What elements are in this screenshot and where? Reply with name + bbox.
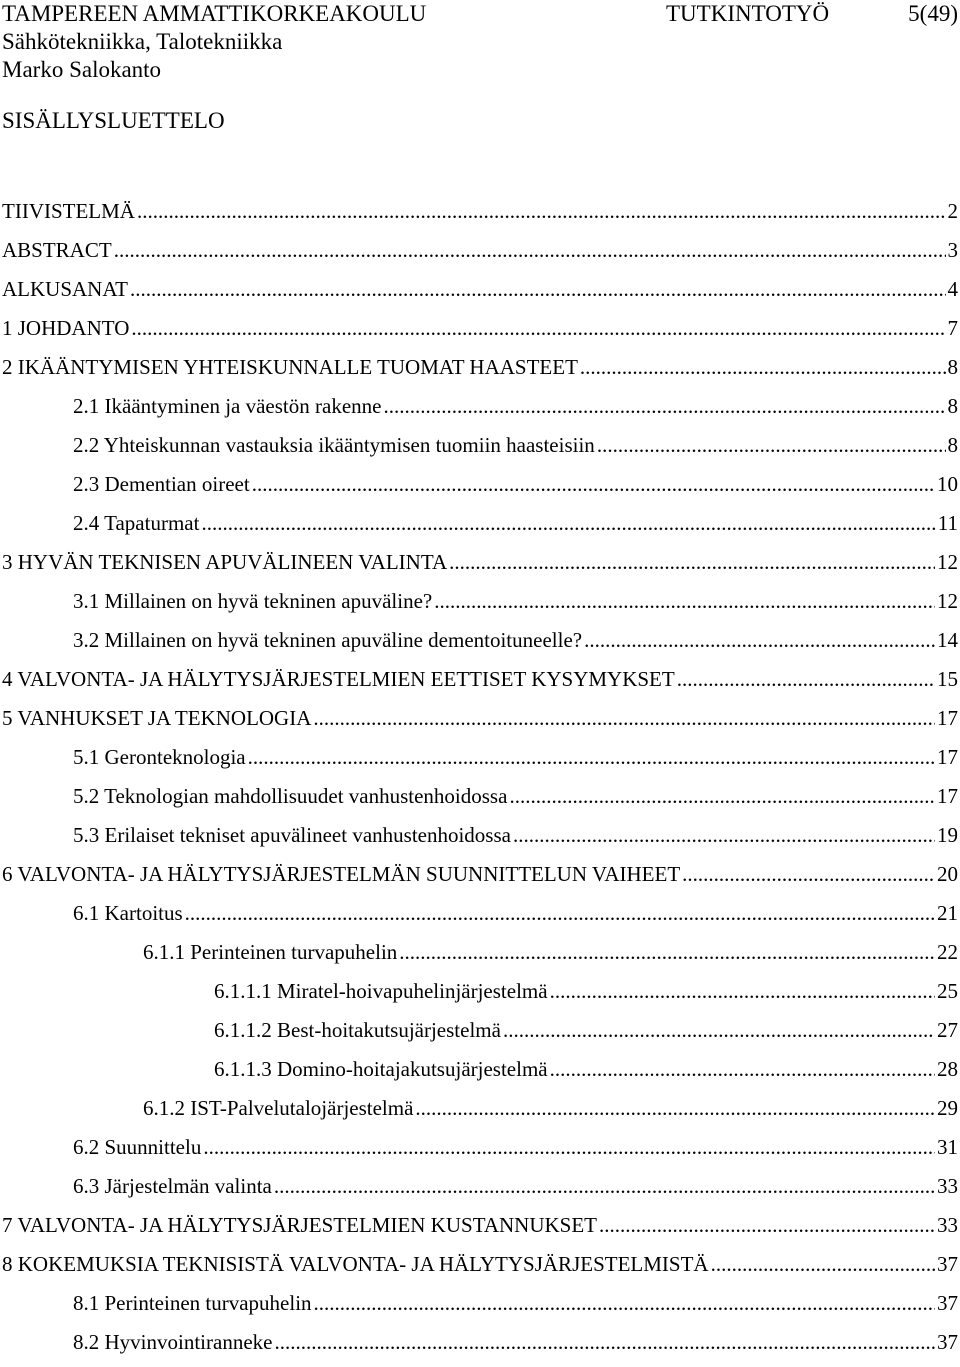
leader-dots <box>248 743 935 771</box>
toc-entry-title: 2.2 Yhteiskunnan vastauksia ikääntymisen tuomiin haasteisiin <box>73 433 595 457</box>
toc-entry-page: 21 <box>937 901 958 925</box>
toc-entry-title: TIIVISTELMÄ <box>2 199 135 223</box>
toc-entry-title: 8.1 Perinteinen turvapuhelin <box>73 1291 312 1315</box>
toc-entry-title: 2.3 Dementian oireet <box>73 472 250 496</box>
toc-entry-title: 6.1.2 IST-Palvelutalojärjestelmä <box>143 1096 414 1120</box>
toc-entry[interactable] <box>2 431 958 470</box>
toc-entry-page: 29 <box>937 1096 958 1120</box>
toc-entry[interactable] <box>2 1289 958 1328</box>
leader-dots <box>449 548 935 576</box>
leader-dots <box>130 275 946 303</box>
toc-entry-title: 5.1 Geronteknologia <box>73 745 246 769</box>
leader-dots <box>550 1055 935 1083</box>
toc-entry-title: 6.1.1.3 Domino-hoitajakutsujärjestelmä <box>214 1057 548 1081</box>
leader-dots <box>274 1172 935 1200</box>
toc-entry[interactable] <box>2 1016 958 1055</box>
toc-entry[interactable] <box>2 821 958 860</box>
toc-entry[interactable] <box>2 587 958 626</box>
toc-entry[interactable] <box>2 470 958 509</box>
leader-dots <box>580 353 946 381</box>
leader-dots <box>677 665 935 693</box>
toc-entry-page: 4 <box>947 277 958 301</box>
toc-entry[interactable] <box>2 977 958 1016</box>
leader-dots <box>509 782 935 810</box>
toc-entry[interactable] <box>2 1133 958 1172</box>
toc-entry[interactable] <box>2 509 958 548</box>
toc-entry[interactable] <box>2 860 958 899</box>
leader-dots <box>711 1250 935 1278</box>
toc-entry[interactable] <box>2 275 958 314</box>
leader-dots <box>503 1016 935 1044</box>
toc-entry-page: 19 <box>937 823 958 847</box>
toc-entry-title: 5 VANHUKSET JA TEKNOLOGIA <box>2 706 312 730</box>
document-type: TUTKINTOTYÖ <box>666 1 830 26</box>
toc-entry-title: 6.1 Kartoitus <box>73 901 183 925</box>
leader-dots <box>252 470 935 498</box>
toc-entry-page: 25 <box>937 979 958 1003</box>
toc-entry[interactable] <box>2 1172 958 1211</box>
toc-entry-page: 33 <box>937 1174 958 1198</box>
toc-entry-title: 3 HYVÄN TEKNISEN APUVÄLINEEN VALINTA <box>2 550 448 574</box>
toc-entry[interactable] <box>2 353 958 392</box>
toc-entry[interactable] <box>2 1094 958 1133</box>
toc-entry[interactable] <box>2 392 958 431</box>
leader-dots <box>274 1328 935 1356</box>
leader-dots <box>584 626 935 654</box>
toc-entry-page: 8 <box>947 433 958 457</box>
table-of-contents <box>2 197 958 1367</box>
leader-dots <box>185 899 935 927</box>
leader-dots <box>597 431 946 459</box>
toc-entry[interactable] <box>2 548 958 587</box>
toc-entry-page: 12 <box>937 550 958 574</box>
toc-entry-title: 6 VALVONTA- JA HÄLYTYSJÄRJESTELMÄN SUUNNITTELUN VAIHEET <box>2 862 681 886</box>
page-number: 5(49) <box>908 1 958 26</box>
toc-entry-page: 15 <box>937 667 958 691</box>
toc-entry[interactable] <box>2 899 958 938</box>
toc-entry-page: 8 <box>947 355 958 379</box>
toc-entry-title: 2 IKÄÄNTYMISEN YHTEISKUNNALLE TUOMAT HAASTEET <box>2 355 578 379</box>
toc-entry[interactable] <box>2 1250 958 1289</box>
toc-entry-title: 3.1 Millainen on hyvä tekninen apuväline? <box>73 589 433 613</box>
toc-entry-page: 11 <box>937 511 958 535</box>
toc-entry-page: 33 <box>937 1213 958 1237</box>
toc-entry-page: 7 <box>947 316 958 340</box>
toc-entry-page: 17 <box>937 706 958 730</box>
toc-entry-page: 22 <box>937 940 958 964</box>
leader-dots <box>383 392 945 420</box>
institution-name: TAMPEREEN AMMATTIKORKEAKOULU <box>2 1 427 26</box>
department: Sähkötekniikka, Talotekniikka <box>2 29 283 54</box>
toc-entry-title: 6.2 Suunnittelu <box>73 1135 202 1159</box>
toc-entry-page: 27 <box>937 1018 958 1042</box>
toc-entry-page: 37 <box>937 1291 958 1315</box>
toc-entry-page: 28 <box>937 1057 958 1081</box>
leader-dots <box>314 1289 935 1317</box>
leader-dots <box>399 938 935 966</box>
toc-entry[interactable] <box>2 197 958 236</box>
toc-entry-page: 12 <box>937 589 958 613</box>
toc-entry-title: 6.3 Järjestelmän valinta <box>73 1174 272 1198</box>
toc-entry-page: 37 <box>937 1330 958 1354</box>
toc-entry[interactable] <box>2 1055 958 1094</box>
toc-entry[interactable] <box>2 626 958 665</box>
toc-entry[interactable] <box>2 236 958 275</box>
toc-entry[interactable] <box>2 782 958 821</box>
toc-entry-title: 7 VALVONTA- JA HÄLYTYSJÄRJESTELMIEN KUSTANNUKSET <box>2 1213 598 1237</box>
toc-entry-title: 5.3 Erilaiset tekniset apuvälineet vanhustenhoidossa <box>73 823 511 847</box>
toc-entry-title: 6.1.1.1 Miratel-hoivapuhelinjärjestelmä <box>214 979 548 1003</box>
toc-entry-title: ABSTRACT <box>2 238 112 262</box>
toc-entry-page: 20 <box>937 862 958 886</box>
toc-entry[interactable] <box>2 743 958 782</box>
toc-entry-page: 2 <box>947 199 958 223</box>
leader-dots <box>137 197 946 225</box>
toc-entry-title: 2.1 Ikääntyminen ja väestön rakenne <box>73 394 382 418</box>
author: Marko Salokanto <box>2 57 162 82</box>
toc-entry[interactable] <box>2 314 958 353</box>
toc-entry[interactable] <box>2 1211 958 1250</box>
leader-dots <box>114 236 946 264</box>
leader-dots <box>599 1211 935 1239</box>
toc-entry-page: 17 <box>937 784 958 808</box>
leader-dots <box>550 977 935 1005</box>
toc-entry-page: 17 <box>937 745 958 769</box>
toc-entry-page: 10 <box>937 472 958 496</box>
toc-entry-title: 6.1.1.2 Best-hoitakutsujärjestelmä <box>214 1018 501 1042</box>
page-header <box>2 0 958 84</box>
toc-entry-title: 4 VALVONTA- JA HÄLYTYSJÄRJESTELMIEN EETTISET KYSYMYKSET <box>2 667 675 691</box>
toc-entry-title: 2.4 Tapaturmat <box>73 511 200 535</box>
toc-entry-page: 37 <box>937 1252 958 1276</box>
toc-entry-title: 8.2 Hyvinvointiranneke <box>73 1330 273 1354</box>
toc-entry[interactable] <box>2 665 958 704</box>
leader-dots <box>313 704 935 732</box>
toc-entry-title: 8 KOKEMUKSIA TEKNISISTÄ VALVONTA- JA HÄLYTYSJÄRJESTELMISTÄ <box>2 1252 709 1276</box>
toc-entry-title: ALKUSANAT <box>2 277 128 301</box>
toc-entry[interactable] <box>2 1328 958 1367</box>
toc-entry-page: 31 <box>937 1135 958 1159</box>
toc-entry-page: 14 <box>937 628 958 652</box>
toc-entry-page: 3 <box>947 238 958 262</box>
toc-entry-title: 3.2 Millainen on hyvä tekninen apuväline dementoituneelle? <box>73 628 583 652</box>
leader-dots <box>513 821 935 849</box>
leader-dots <box>203 1133 935 1161</box>
toc-entry[interactable] <box>2 704 958 743</box>
toc-entry-page: 8 <box>947 394 958 418</box>
toc-entry-title: 6.1.1 Perinteinen turvapuhelin <box>143 940 398 964</box>
leader-dots <box>201 509 935 537</box>
leader-dots <box>434 587 935 615</box>
leader-dots <box>682 860 935 888</box>
leader-dots <box>415 1094 935 1122</box>
toc-entry-title: 1 JOHDANTO <box>2 316 130 340</box>
toc-entry-title: 5.2 Teknologian mahdollisuudet vanhustenhoidossa <box>73 784 508 808</box>
toc-title: SISÄLLYSLUETTELO <box>2 108 225 133</box>
toc-entry[interactable] <box>2 938 958 977</box>
leader-dots <box>131 314 945 342</box>
